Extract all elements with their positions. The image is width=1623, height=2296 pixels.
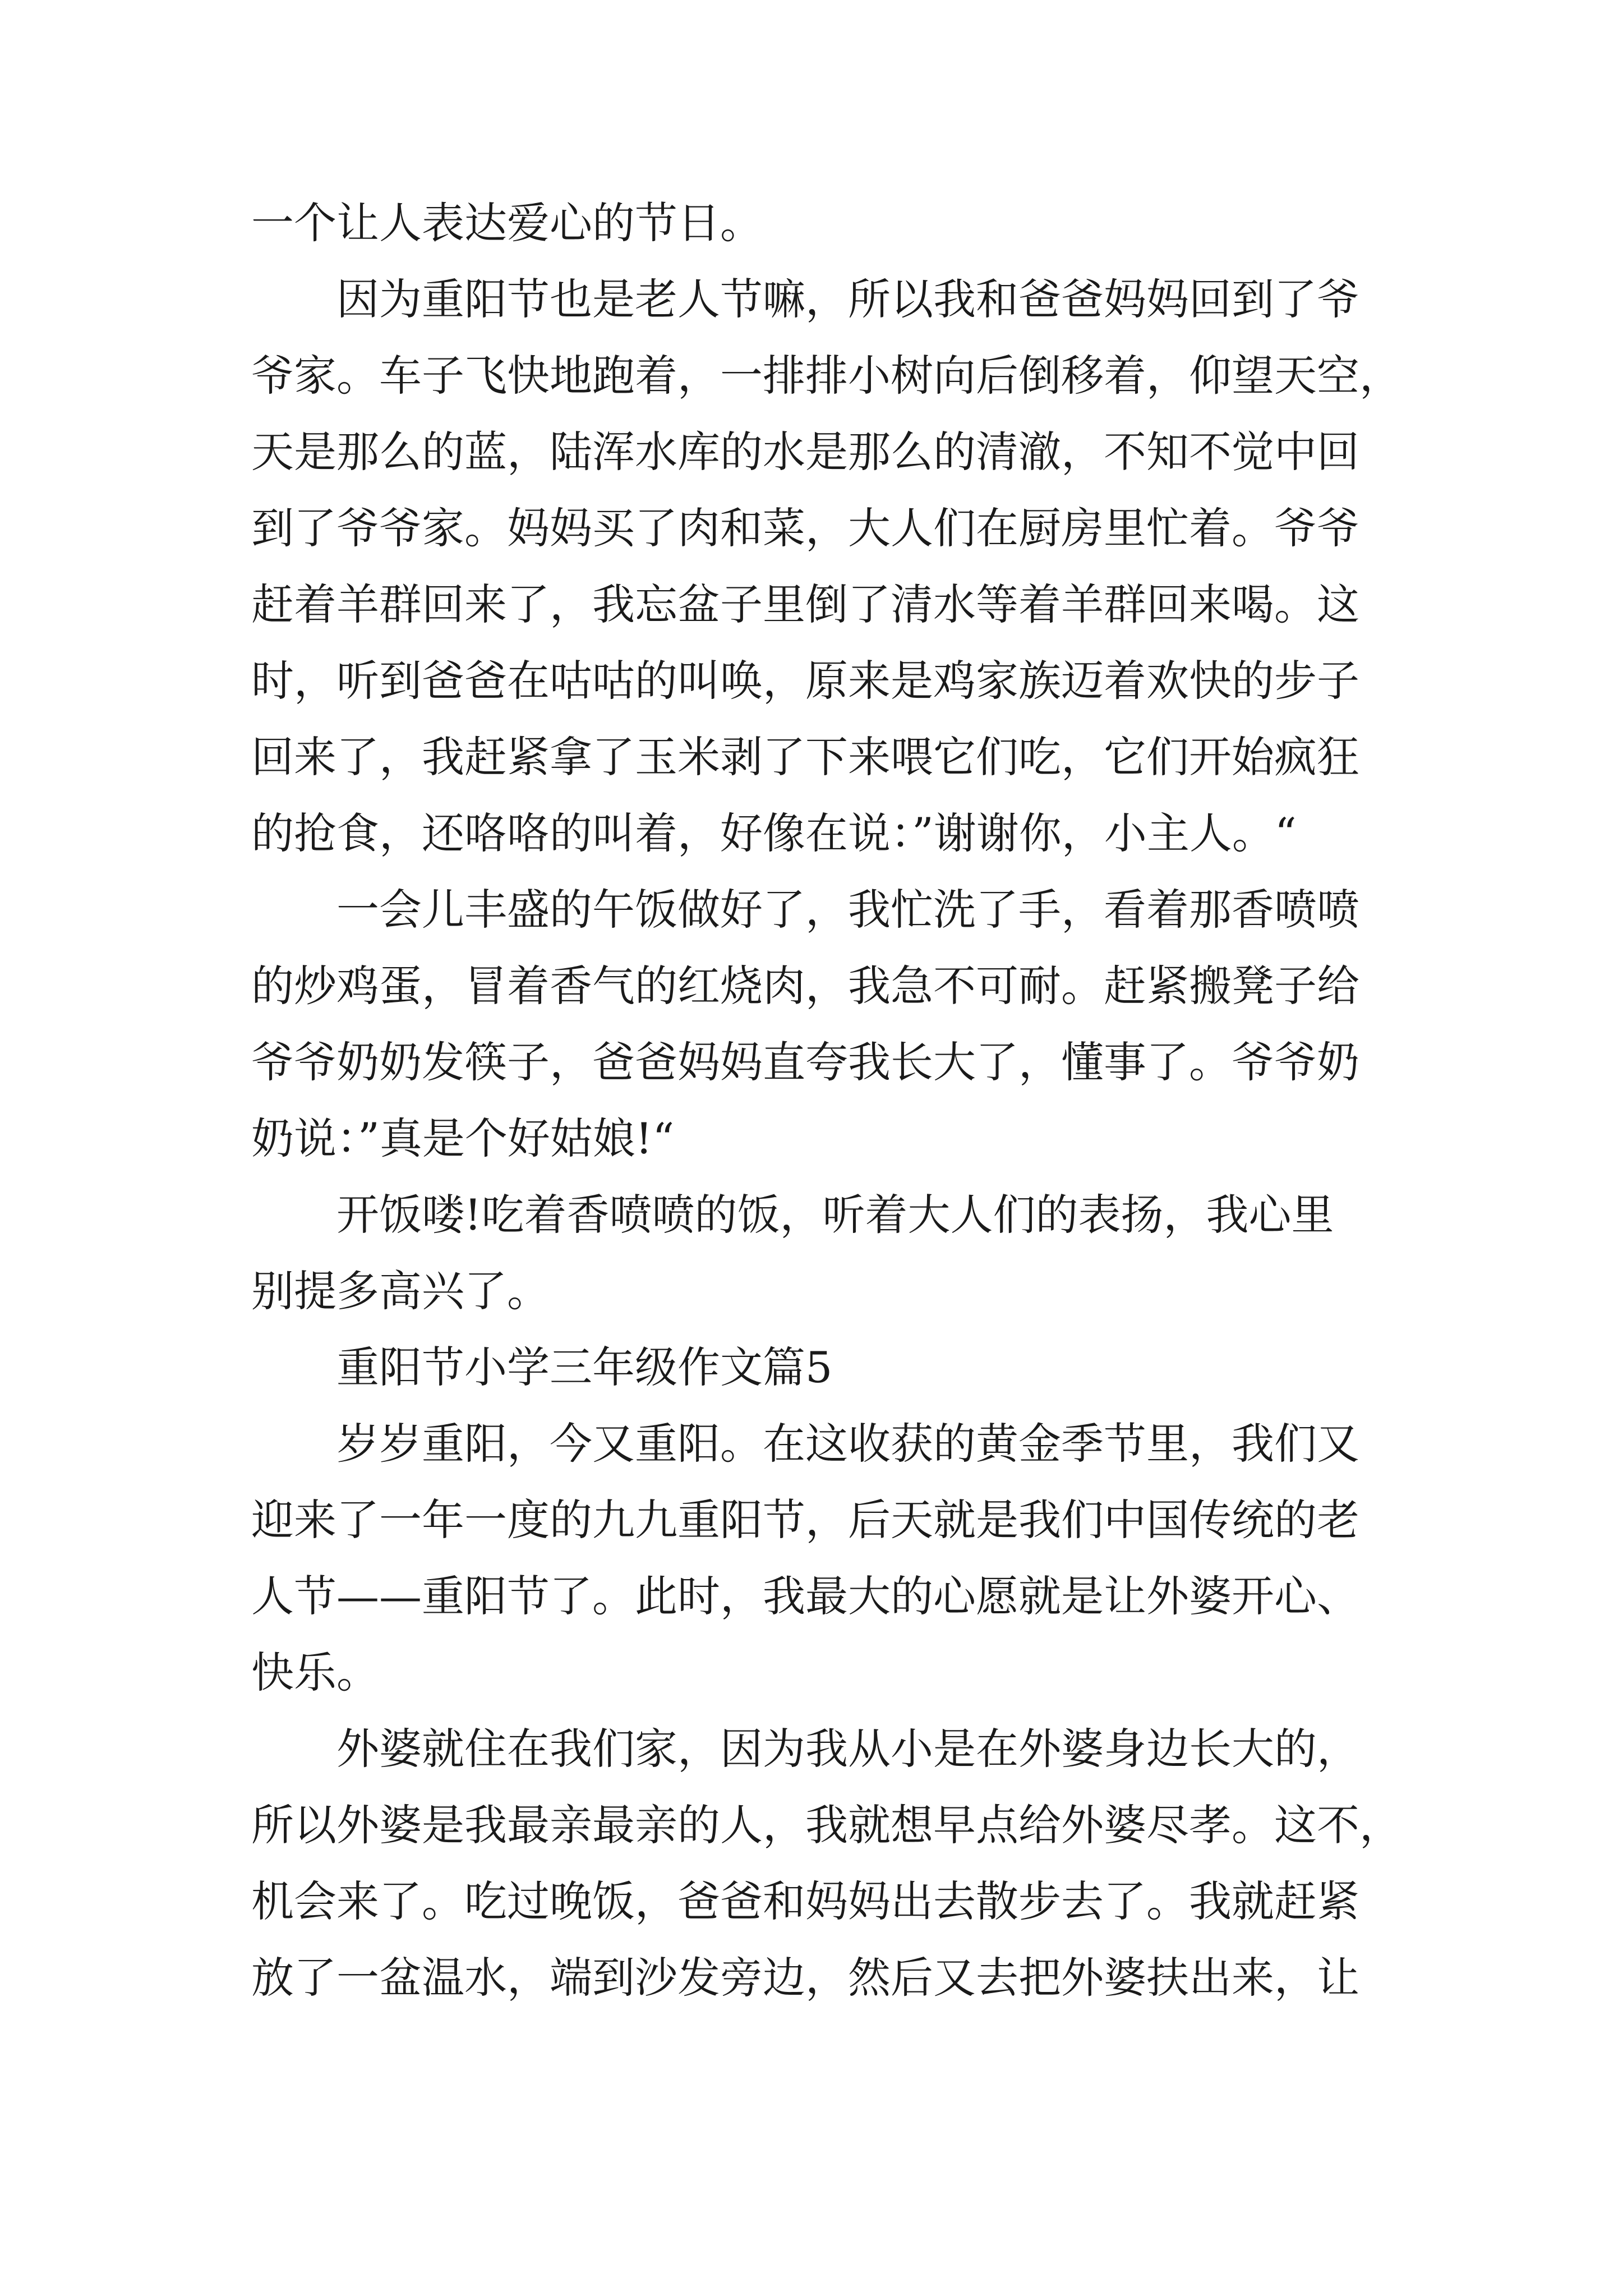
- text-line: 天是那么的蓝，陆浑水库的水是那么的清澈，不知不觉中回: [251, 427, 1359, 477]
- text-line: 放了一盆温水，端到沙发旁边，然后又去把外婆扶出来，让: [251, 1953, 1359, 2003]
- text-line: 所以外婆是我最亲最亲的人，我就想早点给外婆尽孝。这不，: [251, 1800, 1402, 1850]
- document-body: [251, 185, 1402, 2016]
- text-line: 一会儿丰盛的午饭做好了，我忙洗了手，看着那香喷喷: [336, 885, 1359, 935]
- text-line: 回来了，我赶紧拿了玉米剥了下来喂它们吃，它们开始疯狂: [251, 732, 1359, 782]
- text-line: 别提多高兴了。: [251, 1266, 550, 1316]
- text-line: 赶着羊群回来了，我忘盆子里倒了清水等着羊群回来喝。这: [251, 579, 1359, 629]
- text-line: 奶说：”真是个好姑娘!“: [251, 1114, 675, 1163]
- section-heading: 重阳节小学三年级作文篇5: [336, 1342, 833, 1392]
- text-line: 爷爷奶奶发筷子，爸爸妈妈直夸我长大了，懂事了。爷爷奶: [251, 1037, 1359, 1087]
- text-line: 的炒鸡蛋，冒着香气的红烧肉，我急不可耐。赶紧搬凳子给: [251, 961, 1359, 1011]
- text-line: 迎来了一年一度的九九重阳节，后天就是我们中国传统的老: [251, 1495, 1359, 1545]
- text-line: 人节——重阳节了。此时，我最大的心愿就是让外婆开心、: [251, 1571, 1359, 1621]
- text-line: 岁岁重阳，今又重阳。在这收获的黄金季节里，我们又: [336, 1419, 1359, 1469]
- text-line: 一个让人表达爱心的节日。: [251, 198, 763, 248]
- text-line: 时，听到爸爸在咕咕的叫唤，原来是鸡家族迈着欢快的步子: [251, 656, 1359, 706]
- text-line: 快乐。: [251, 1648, 379, 1697]
- text-line: 外婆就住在我们家，因为我从小是在外婆身边长大的，: [336, 1724, 1359, 1774]
- text-line: 机会来了。吃过晚饭，爸爸和妈妈出去散步去了。我就赶紧: [251, 1876, 1359, 1926]
- text-line: 爷家。车子飞快地跑着，一排排小树向后倒移着，仰望天空，: [251, 351, 1402, 401]
- text-line: 开饭喽!吃着香喷喷的饭，听着大人们的表扬，我心里: [336, 1190, 1334, 1240]
- text-line: 因为重阳节也是老人节嘛，所以我和爸爸妈妈回到了爷: [336, 274, 1359, 324]
- text-line: 到了爷爷家。妈妈买了肉和菜，大人们在厨房里忙着。爷爷: [251, 503, 1359, 553]
- text-line: 的抢食，还咯咯的叫着，好像在说：”谢谢你，小主人。“: [251, 808, 1297, 858]
